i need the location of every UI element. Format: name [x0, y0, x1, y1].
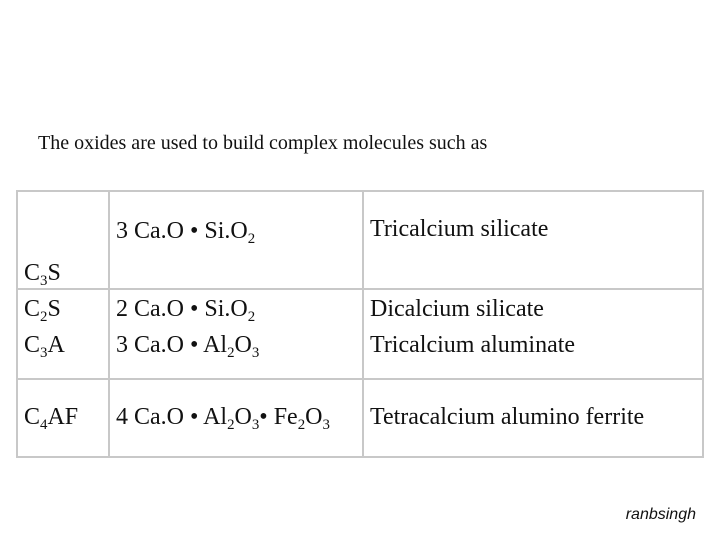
formula-subscript: 2 [247, 309, 256, 326]
abbr-c3s [24, 260, 102, 288]
abbr-subscript: 3 [40, 344, 48, 361]
formula-cell [109, 191, 363, 289]
abbr-suffix: S [47, 296, 61, 322]
formula-cell [109, 289, 363, 379]
table-row [17, 191, 703, 289]
formula-subscript: 2 [227, 417, 235, 434]
formula-part: O [234, 404, 252, 431]
formula-part: 3 Ca.O • Al [116, 331, 228, 358]
formula-cell [109, 379, 363, 457]
name-c3s: Tricalcium silicate [370, 216, 549, 242]
abbr-cell [17, 379, 109, 457]
formula-subscript: 2 [227, 344, 235, 361]
author-watermark: ranbsingh [625, 506, 696, 523]
abbr-subscript: 4 [40, 417, 48, 434]
formula-part: O [305, 404, 323, 431]
formula-part: • Fe [259, 404, 298, 431]
abbr-subscript: 2 [40, 309, 48, 326]
name-c3a: Tricalcium aluminate [370, 331, 576, 358]
formula-subscript: 3 [251, 344, 260, 361]
intro-text: The oxides are used to build complex molecules such as [38, 132, 488, 154]
abbr-suffix: A [47, 331, 65, 358]
name-cell [363, 379, 703, 457]
oxide-compounds-table [16, 190, 704, 458]
formula-part: 4 Ca.O • Al [116, 404, 228, 431]
formula-subscript: 2 [247, 231, 256, 248]
abbr-letter: C [24, 404, 41, 431]
name-cell [363, 191, 703, 289]
abbr-letter: C [24, 296, 41, 322]
formula-part: 3 Ca.O • Si.O [116, 218, 248, 244]
abbr-letter: C [24, 260, 41, 287]
abbr-letter: C [24, 331, 41, 358]
abbr-cell [17, 289, 109, 379]
abbr-c4af [24, 404, 102, 432]
name-cell [363, 289, 703, 379]
formula-c3s [116, 218, 356, 246]
formula-subscript: 2 [297, 417, 306, 434]
abbr-suffix: S [47, 260, 61, 287]
name-c4af: Tetracalcium alumino ferrite [370, 404, 645, 431]
formula-subscript: 3 [251, 417, 260, 434]
table-row [17, 379, 703, 457]
formula-part: O [234, 331, 252, 358]
formula-c2s [116, 296, 356, 324]
abbr-cell [17, 191, 109, 289]
abbr-suffix: AF [47, 404, 79, 431]
table-row [17, 289, 703, 379]
formula-subscript: 3 [322, 417, 330, 434]
formula-c4af [116, 404, 356, 432]
abbr-c2s [24, 296, 102, 324]
formula-part: 2 Ca.O • Si.O [116, 296, 248, 322]
abbr-c3a [24, 332, 102, 360]
formula-c3a [116, 332, 356, 360]
name-c2s: Dicalcium silicate [370, 296, 544, 322]
abbr-subscript: 3 [40, 273, 48, 290]
